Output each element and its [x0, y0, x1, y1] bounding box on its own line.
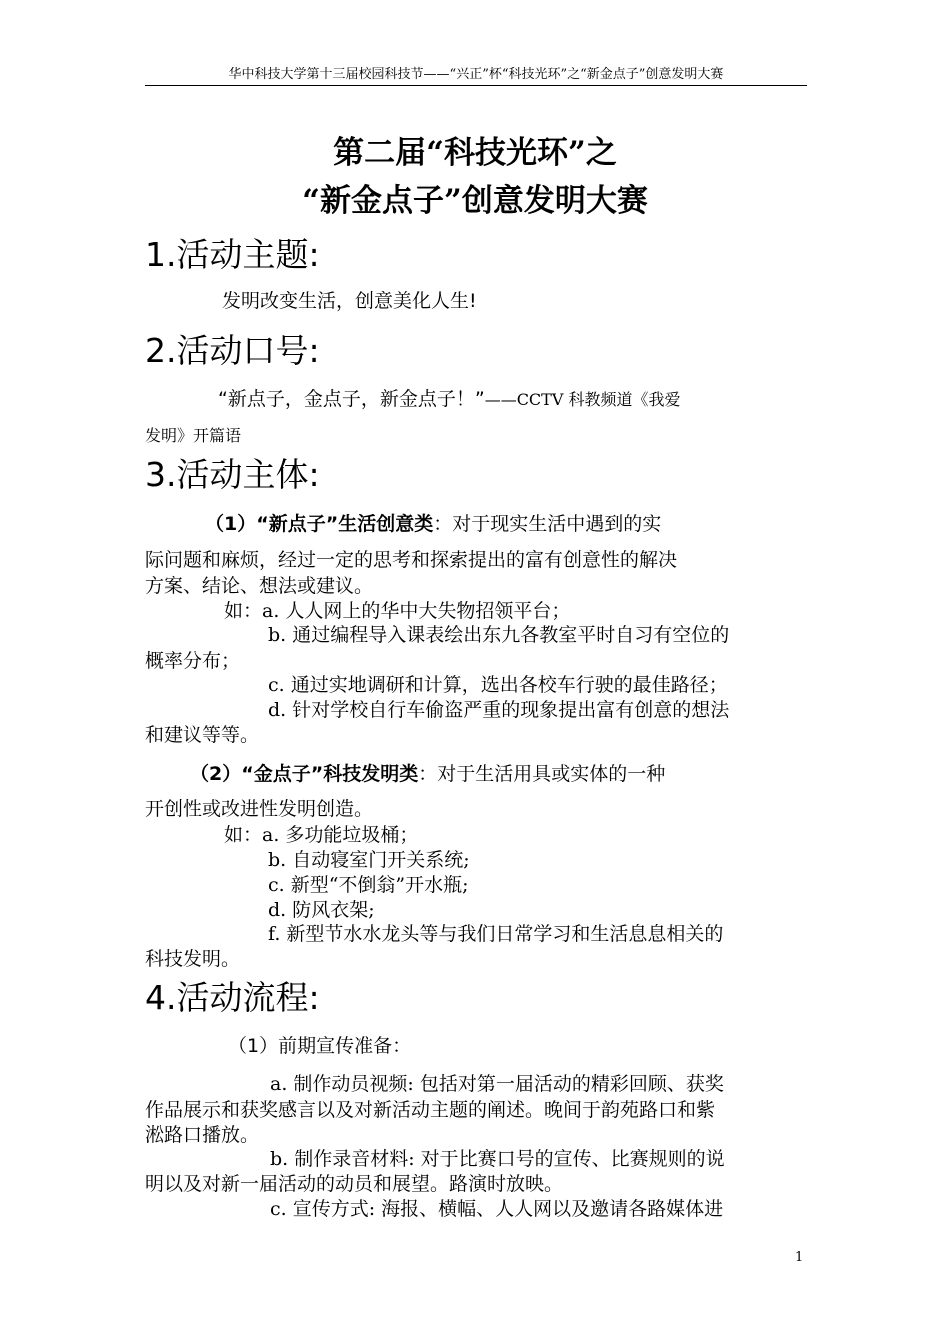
section-1-heading: 1.活动主题: [145, 235, 320, 274]
phase-1-item-b: b. 制作录音材料: 对于比赛口号的宣传、比赛规则的说 [270, 1148, 725, 1170]
phase-1-item-a: a. 制作动员视频: 包括对第一届活动的精彩回顾、获奖 [270, 1073, 724, 1095]
category-1-example-b-cont: 概率分布； [145, 650, 241, 672]
category-1-desc-line3: 方案、结论、想法或建议。 [145, 575, 374, 597]
section-1-text: 发明改变生活，创意美化人生! [222, 290, 477, 312]
category-2-example-f-cont: 科技发明。 [145, 948, 241, 970]
category-1-example-c: c. 通过实地调研和计算，选出各校车行驶的最佳路径； [268, 674, 728, 696]
section-3-heading: 3.活动主体: [145, 455, 320, 494]
category-1-label: （1）“新点子”生活创意类 [205, 513, 434, 535]
category-1-desc-line2: 际问题和麻烦，经过一定的思考和探索提出的富有创意性的解决 [145, 549, 678, 571]
section-4-heading: 4.活动流程: [145, 978, 320, 1017]
category-2-example-a: 如：a. 多功能垃圾桶； [224, 824, 419, 846]
category-2-example-d: d. 防风衣架; [268, 899, 375, 921]
category-1-example-d-cont: 和建议等等。 [145, 724, 260, 746]
document-title-line2: “新金点子”创意发明大赛 [302, 183, 648, 219]
phase-1-item-b-cont: 明以及对新一届活动的动员和展望。路演时放映。 [145, 1173, 564, 1195]
phase-1-item-a-cont2: 淞路口播放。 [145, 1124, 260, 1146]
category-1-example-a: 如：a. 人人网上的华中大失物招领平台； [224, 600, 571, 622]
document-title-line1: 第二届“科技光环”之 [333, 135, 617, 171]
category-1-example-b: b. 通过编程导入课表绘出东九各教室平时自习有空位的 [268, 624, 730, 646]
category-1-desc: ：对于现实生活中遇到的实 [433, 513, 662, 535]
slogan-text: “新点子，金点子，新金点子！” [218, 388, 485, 410]
phase-1-heading: （1）前期宣传准备： [228, 1035, 412, 1057]
category-2-label: （2）“金点子”科技发明类 [190, 763, 419, 785]
section-2-heading: 2.活动口号: [145, 331, 320, 370]
category-2-example-f: f. 新型节水水龙头等与我们日常学习和生活息息相关的 [268, 923, 724, 945]
slogan-source-cont: 发明》开篇语 [145, 426, 242, 445]
phase-1-item-a-cont1: 作品展示和获奖感言以及对新活动主题的阐述。晚间于韵苑路口和紫 [145, 1099, 716, 1121]
category-2-example-c: c. 新型“不倒翁”开水瓶; [268, 874, 469, 896]
category-1-line [205, 511, 661, 537]
page-header: 华中科技大学第十三届校园科技节——“兴正”杯“科技光环”之“新金点子”创意发明大赛 [145, 66, 807, 86]
category-2-desc-line2: 开创性或改进性发明创造。 [145, 798, 374, 820]
category-2-line [190, 761, 665, 787]
category-1-example-d: d. 针对学校自行车偷盗严重的现象提出富有创意的想法 [268, 699, 730, 721]
category-2-example-b: b. 自动寝室门开关系统; [268, 849, 470, 871]
slogan-source: ——CCTV 科教频道《我爱 [484, 390, 681, 409]
category-2-desc: ：对于生活用具或实体的一种 [418, 763, 666, 785]
page-number: 1 [795, 1250, 804, 1265]
slogan-line [218, 386, 681, 413]
phase-1-item-c: c. 宣传方式: 海报、横幅、人人网以及邀请各路媒体进 [270, 1198, 724, 1220]
